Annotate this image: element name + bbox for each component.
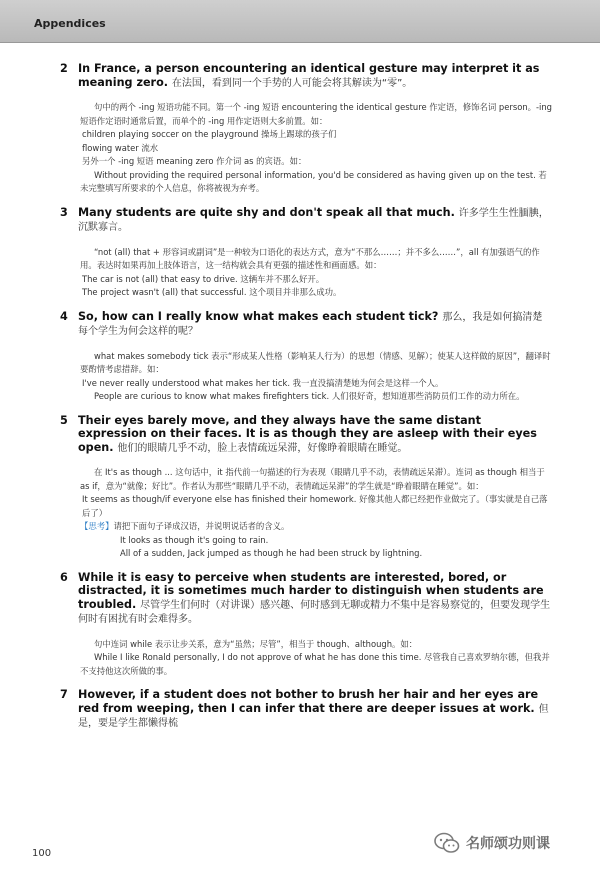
example-line: flowing water 流水	[82, 142, 159, 153]
note-sentence: Their eyes barely move, and they always have the same distant expression on their faces. It is as though they are asleep with their eyes open.	[78, 413, 537, 454]
explanation-text: what makes somebody tick 表示“形成某人性格（影响某人行为）的思想（情感、见解）；使某人这样做的原因”，翻译时要酌情考虑措辞。如：	[80, 350, 551, 374]
explanation-text: “not (all) that + 形容词或副词”是一种较为口语化的表达方式，意为“不那么……；并不多么……”，all 有加强语气的作用。表达时如果再加上肢体语言，这一结构就会具有更强的描述性和画面感。如：	[80, 246, 540, 270]
explanation-text: 句中的两个 -ing 短语功能不同。第一个 -ing 短语 encountering the identical gesture 作定语，修饰名词 person。-ing 短语作定语时通常后置，而单个的 -ing 用作定语则大多前置。如：	[80, 102, 552, 126]
note-heading	[60, 310, 552, 339]
note-explanation	[60, 246, 552, 300]
think-example: All of a sudden, Jack jumped as though he had been struck by lightning.	[120, 548, 423, 558]
watermark-text: 名师颂功则课	[466, 836, 550, 852]
note-number: 6	[60, 570, 68, 584]
think-example: It looks as though it's going to rain.	[120, 534, 269, 545]
note-item-5	[60, 414, 552, 561]
section-title: Appendices	[34, 17, 106, 30]
note-number: 4	[60, 309, 68, 323]
example-line: The project wasn't (all) that successful. 这个项目并非那么成功。	[82, 287, 342, 297]
note-heading	[60, 414, 552, 456]
think-label: 【思考】	[80, 521, 114, 531]
note-number: 3	[60, 205, 68, 219]
example-line: It seems as though/if everyone else has finished their homework. 好像其他人都已经把作业做完了。（事实就是自己落后了）	[82, 494, 548, 518]
watermark	[434, 832, 550, 854]
note-translation: 在法国，看到同一个手势的人可能会将其解读为“零”。	[171, 77, 413, 89]
explanation-text: 另外一个 -ing 短语 meaning zero 作介词 as 的宾语。如：	[82, 156, 307, 166]
explanation-text: 句中连词 while 表示让步关系，意为“虽然；尽管”，相当于 though、although。如：	[94, 638, 418, 649]
note-heading	[60, 571, 552, 627]
note-item-2	[60, 62, 552, 196]
note-translation: 尽管学生们何时（对讲课）感兴趣、何时感到无聊或精力不集中是容易察觉的，但要发现学生何时有困扰有时会难得多。	[78, 599, 551, 625]
note-item-3	[60, 206, 552, 300]
example-line: While I like Ronald personally, I do not approve of what he has done this time. 尽管我自己喜欢罗纳尔德，但我并不支持他这次所做的事。	[80, 652, 550, 676]
note-heading	[60, 62, 552, 90]
wechat-icon	[434, 832, 460, 854]
note-number: 2	[60, 62, 68, 75]
think-prompt	[80, 520, 552, 534]
note-heading	[60, 688, 552, 731]
example-line: children playing soccer on the playground 操场上踢球的孩子们	[82, 129, 337, 139]
note-explanation	[60, 466, 552, 561]
note-number: 7	[60, 688, 68, 701]
example-line: People are curious to know what makes firefighters tick. 人们很好奇，想知道那些消防员们工作的动力所在。	[94, 391, 525, 401]
note-sentence: In France, a person encountering an identical gesture may interpret it as meaning zero.	[78, 62, 540, 89]
note-sentence: However, if a student does not bother to brush her hair and her eyes are red from weeping, then I can infer that there are deeper issues at work.	[78, 688, 539, 715]
note-item-7	[60, 688, 552, 731]
example-line: The car is not (all) that easy to drive. 这辆车并不那么好开。	[82, 273, 325, 284]
note-item-4	[60, 310, 552, 404]
note-number: 5	[60, 413, 68, 427]
note-explanation	[60, 101, 552, 196]
note-translation: 许多学生生性腼腆，沉默寡言。	[78, 207, 549, 233]
page-content	[60, 62, 552, 741]
example-line: Without providing the required personal information, you'd be considered as having given up on the test. 若未完整填写所要求的个人信息，你将被视为弃考。	[80, 169, 547, 193]
explanation-text: 在 It's as though ... 这句话中，it 指代前一句描述的行为表现（眼睛几乎不动，表情疏远呆滞）。连词 as though 相当于 as if，意为“就像；好比”。作者认为那些“眼睛几乎不动，表情疏远呆滞”的学生就是“睁着眼睛在睡觉”。如：	[80, 467, 545, 491]
note-explanation	[60, 350, 552, 404]
note-translation: 那么，我是如何搞清楚每个学生为何会这样的呢？	[78, 311, 543, 337]
note-item-6	[60, 571, 552, 679]
think-prompt-text: 请把下面句子译成汉语，并说明说话者的含义。	[113, 521, 290, 531]
note-translation: 但是，要是学生都懒得梳	[78, 703, 549, 729]
example-line: I've never really understood what makes her tick. 我一直没搞清楚她为何会是这样一个人。	[82, 377, 444, 388]
note-explanation	[60, 638, 552, 679]
note-sentence: While it is easy to perceive when students are interested, bored, or distracted, it is sometimes much harder to distinguish when students are troubled.	[78, 570, 544, 611]
header-bar	[0, 0, 600, 43]
note-sentence: So, how can I really know what makes each student tick?	[78, 309, 439, 323]
note-sentence: Many students are quite shy and don't speak all that much.	[78, 205, 455, 219]
note-translation: 他们的眼睛几乎不动，脸上表情疏远呆滞，好像睁着眼睛在睡觉。	[117, 442, 408, 454]
page-number: 100	[32, 848, 52, 859]
note-heading	[60, 206, 552, 235]
